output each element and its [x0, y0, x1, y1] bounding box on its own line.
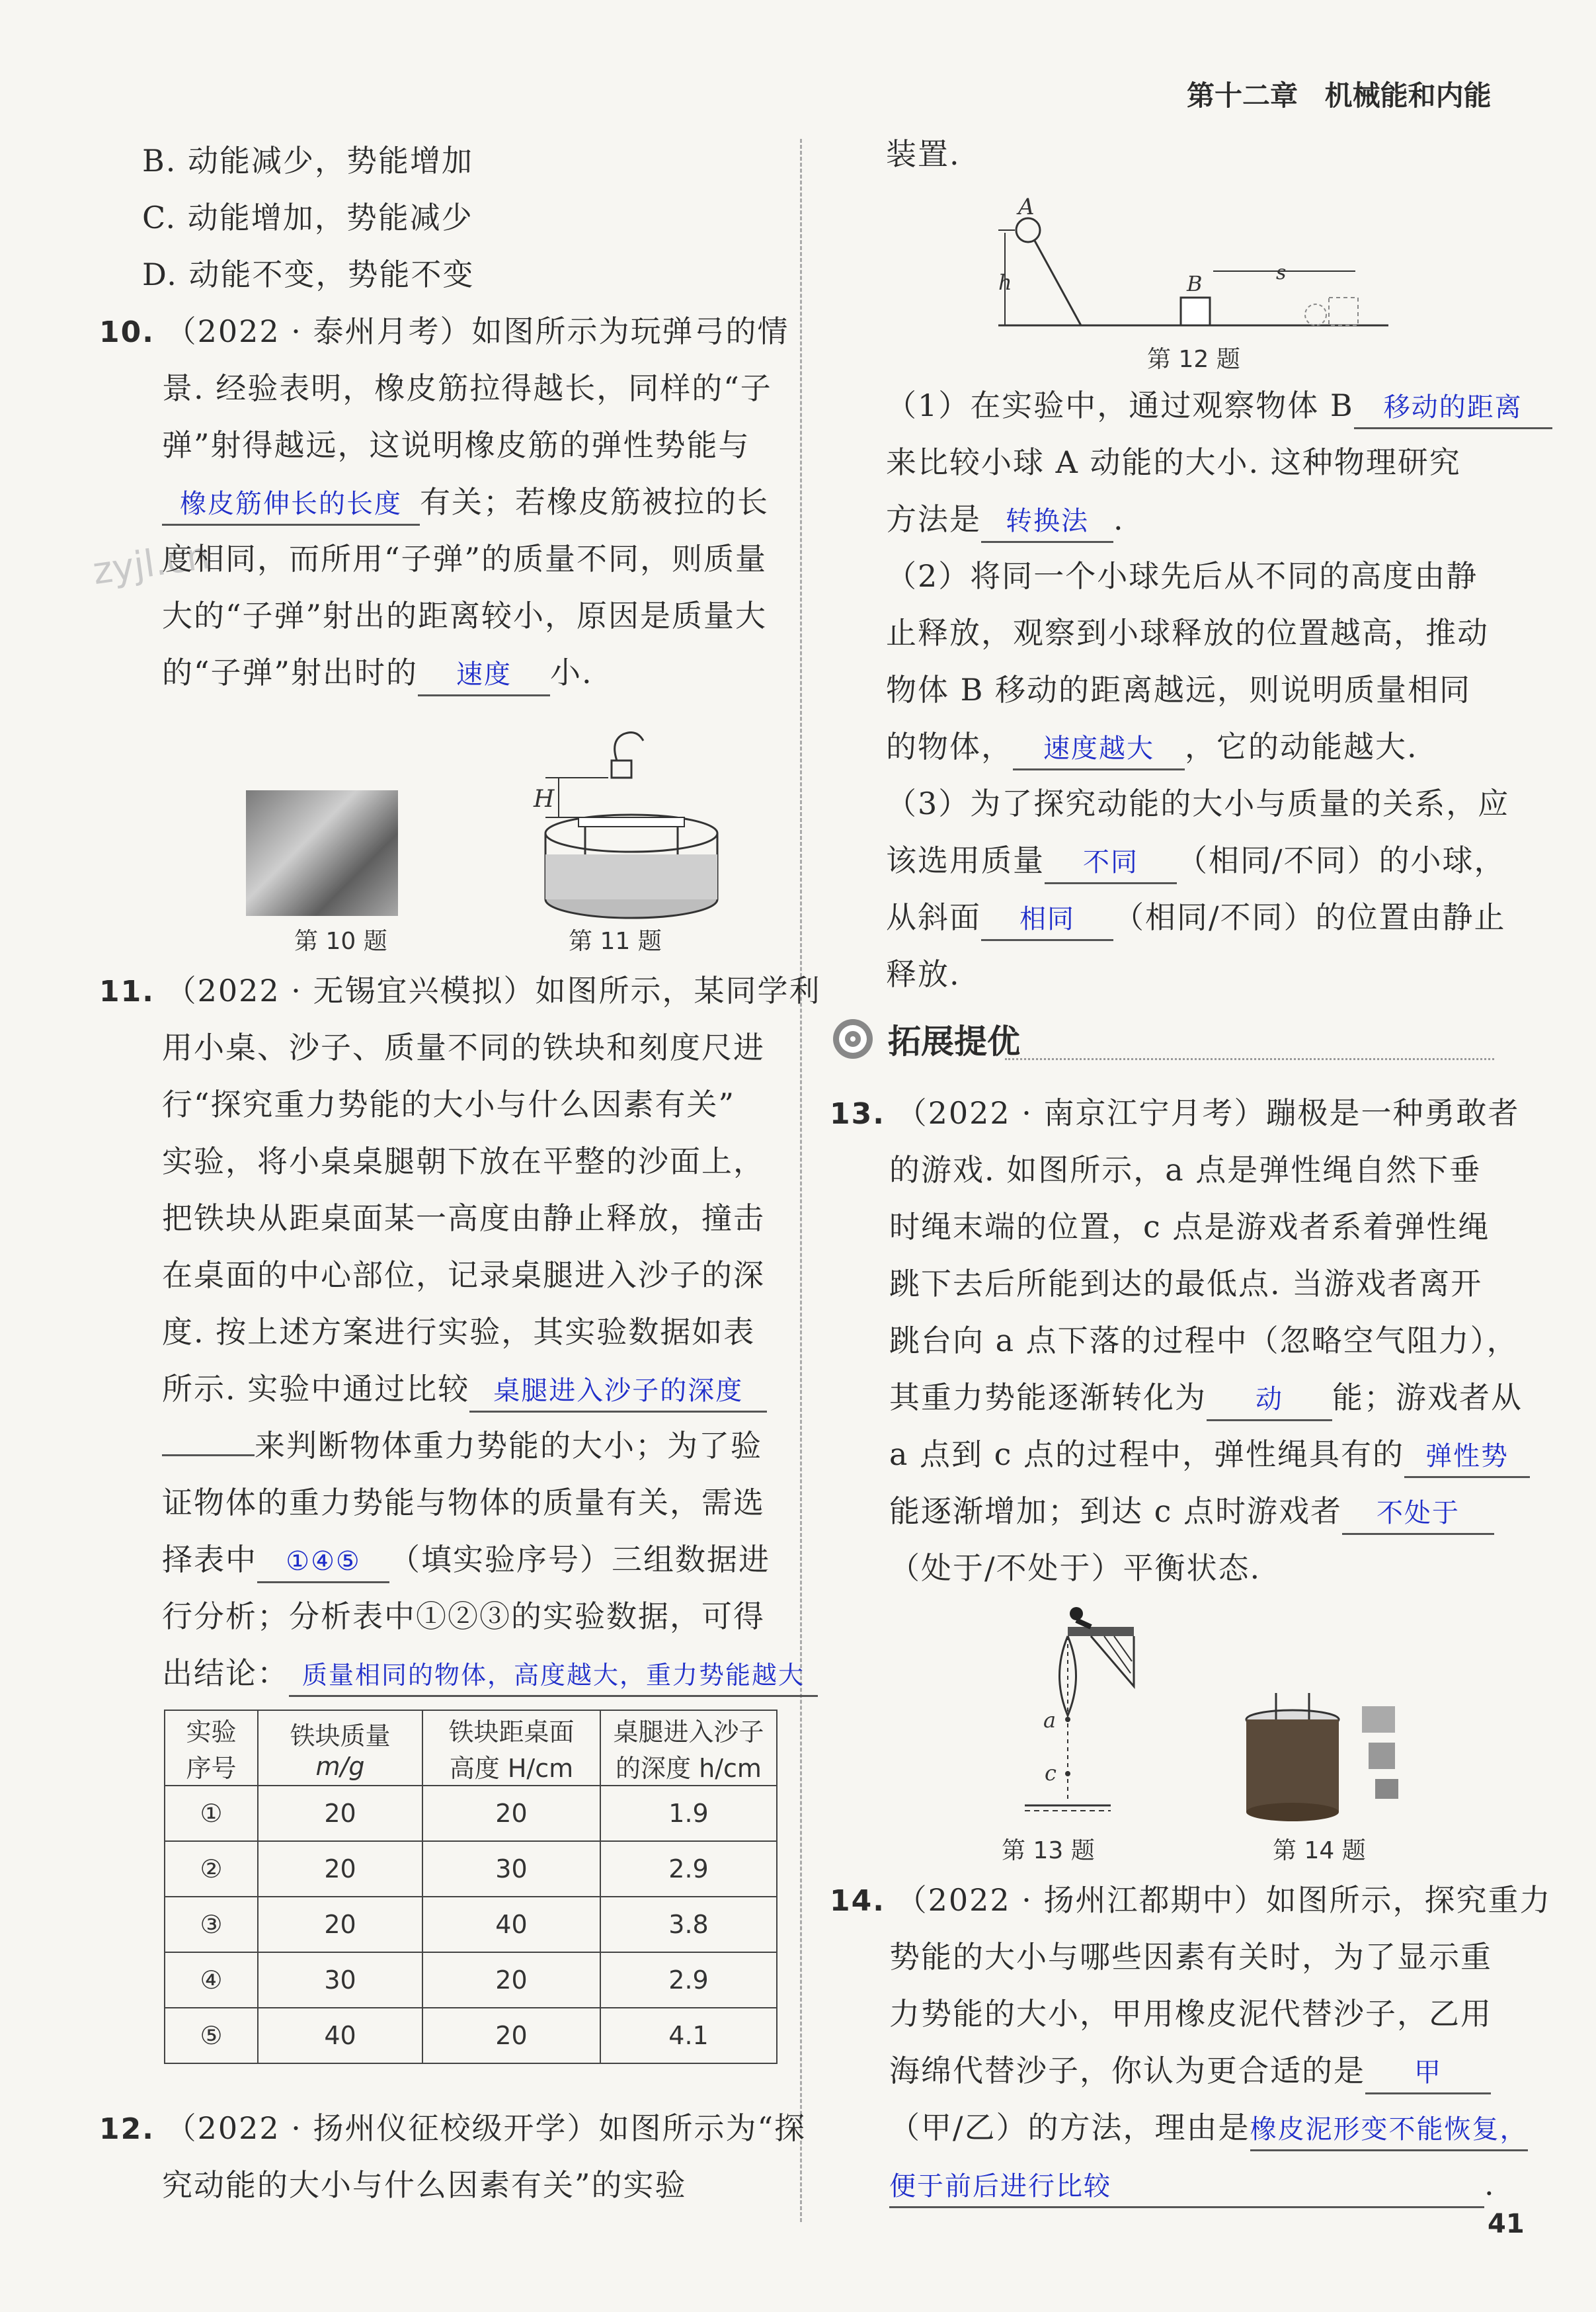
- q14-answer3: 便于前后进行比较: [889, 2167, 1484, 2208]
- q12-2-line2: 止释放，观察到小球释放的位置越高，推动: [886, 615, 1489, 651]
- q11-line3: 行“探究重力势能的大小与什么因素有关”: [162, 1087, 736, 1122]
- q12-2-text4b: ，它的动能越大.: [1185, 729, 1418, 764]
- q13-line9: （处于/不处于）平衡状态.: [889, 1550, 1261, 1586]
- q10-text4: 有关；若橡皮筋被拉的长: [420, 484, 769, 520]
- q12-2-answer1: 速度越大: [1013, 729, 1185, 770]
- table-cell: 3.8: [600, 1897, 777, 1952]
- q10-text7b: 小.: [550, 655, 593, 690]
- table-cell: ④: [165, 1952, 258, 2008]
- q14-line5: [889, 2099, 1528, 2156]
- table-cell: 20: [422, 2008, 600, 2063]
- q13-text8a: 能逐渐增加；到达 c 点时游戏者: [889, 1493, 1343, 1529]
- table-cell: 20: [422, 1952, 600, 2008]
- table-cell: ③: [165, 1897, 258, 1952]
- caption-q10: 第 10 题: [294, 928, 387, 955]
- q10-line7: [162, 644, 593, 701]
- q11-text8a: 所示. 实验中通过比较: [162, 1371, 470, 1407]
- ramp-figure: [959, 192, 1408, 344]
- bungee-figure: [992, 1600, 1164, 1825]
- q13-number: 13.: [830, 1097, 885, 1131]
- table-cell: 20: [258, 1897, 422, 1952]
- fig12-s-label: s: [1276, 261, 1287, 284]
- table-cell: ⑤: [165, 2008, 258, 2063]
- q11-line4: 实验，将小桌桌腿朝下放在平整的沙面上，: [162, 1143, 765, 1179]
- option-d: D. 动能不变，势能不变: [142, 257, 475, 292]
- q14-number: 14.: [830, 1884, 885, 1918]
- table-cell: 20: [422, 1786, 600, 1841]
- table-header-cell: [422, 1710, 600, 1786]
- q13-line2: 的游戏. 如图所示，a 点是弹性绳自然下垂: [889, 1152, 1482, 1188]
- q11-number: 11.: [99, 975, 155, 1009]
- q13-text6a: 其重力势能逐渐转化为: [889, 1380, 1207, 1415]
- table-cell: 40: [422, 1897, 600, 1952]
- q13-line7: [889, 1426, 1530, 1483]
- q13-answer2: 弹性势: [1404, 1436, 1530, 1478]
- table-cell: 4.1: [600, 2008, 777, 2063]
- q12-3-text2a: 该选用质量: [886, 843, 1045, 878]
- caption-q13: 第 13 题: [1002, 1837, 1095, 1864]
- q13-line4: 跳下去后所能到达的最低点. 当游戏者离开: [889, 1266, 1483, 1301]
- option-c: C. 动能增加，势能减少: [142, 200, 473, 235]
- q11-text11b: （填实验序号）三组数据进: [389, 1542, 770, 1577]
- sand-table-figure: [526, 701, 724, 926]
- q13-line8: [889, 1483, 1494, 1540]
- q12-1-line3: [886, 491, 1125, 548]
- q12-3-text2b: （相同/不同）的小球，: [1177, 843, 1506, 878]
- table-cell: ②: [165, 1841, 258, 1897]
- table-cell: 1.9: [600, 1786, 777, 1841]
- table-cell: 30: [422, 1841, 600, 1897]
- q11-text11a: 择表中: [162, 1542, 257, 1577]
- q12-line2: 究动能的大小与什么因素有关”的实验: [162, 2167, 687, 2203]
- q14-line6: [889, 2156, 1496, 2213]
- q12-3-text3b: （相同/不同）的位置由静止: [1113, 899, 1506, 935]
- q13-text7a: a 点到 c 点的过程中，弹性绳具有的: [889, 1436, 1405, 1472]
- q12-3-line3: [886, 889, 1506, 946]
- q10-line1: [99, 303, 789, 361]
- q12-2-line3: 物体 B 移动的距离越远，则说明质量相同: [886, 672, 1472, 708]
- q14-end: .: [1484, 2167, 1496, 2202]
- q13-answer1: 动: [1207, 1380, 1332, 1421]
- q14-line2: 势能的大小与哪些因素有关时，为了显示重: [889, 1939, 1492, 1975]
- q12-1-text1: （1）在实验中，通过观察物体 B: [886, 388, 1354, 423]
- q11-line7: 度. 按上述方案进行实验，其实验数据如表: [162, 1314, 756, 1350]
- target-icon: [830, 1016, 876, 1062]
- q11-line12: 行分析；分析表中①②③的实验数据，可得: [162, 1598, 765, 1634]
- page-number: 41: [1488, 2209, 1525, 2239]
- q12-1-line2: 来比较小球 A 动能的大小. 这种物理研究: [886, 444, 1461, 480]
- table-cell: 20: [258, 1841, 422, 1897]
- q13-line3: 时绳末端的位置，c 点是游戏者系着弹性绳: [889, 1209, 1490, 1245]
- header-line: m/g: [315, 1751, 365, 1781]
- q14-text5a: （甲/乙）的方法，理由是: [889, 2110, 1250, 2145]
- q11-text13a: 出结论：: [162, 1655, 289, 1691]
- q11-line10: 证物体的重力势能与物体的质量有关，需选: [162, 1485, 765, 1520]
- q13-text6b: 能；游戏者从: [1332, 1380, 1523, 1415]
- q14-line3: 力势能的大小，甲用橡皮泥代替沙子，乙用: [889, 1996, 1492, 2032]
- column-divider: [800, 139, 802, 2222]
- table-cell: 20: [258, 1786, 422, 1841]
- table-cell: 30: [258, 1952, 422, 2008]
- q12-1-text3b: .: [1113, 501, 1125, 537]
- pot-figure: [1230, 1693, 1421, 1825]
- q11-answer2: ①④⑤: [257, 1542, 389, 1583]
- q12-3-answer1: 不同: [1045, 843, 1177, 884]
- header-line: 铁块距桌面: [448, 1717, 575, 1747]
- q14-answer2: 橡皮泥形变不能恢复，: [1250, 2110, 1528, 2151]
- slingshot-photo: [246, 790, 398, 916]
- q14-text4a: 海绵代替沙子，你认为更合适的是: [889, 2053, 1365, 2088]
- q12-1-line1: [886, 377, 1552, 434]
- q10-answer1: 橡皮筋伸长的长度: [162, 484, 420, 526]
- header-line: 序号: [186, 1754, 237, 1783]
- q12-3-answer2: 相同: [981, 899, 1113, 941]
- q12-1-text3a: 方法是: [886, 501, 981, 537]
- q10-line2: 景. 经验表明，橡皮筋拉得越长，同样的“子: [162, 370, 772, 406]
- q12-2-line4: [886, 718, 1418, 775]
- q10-line3: 弹”射得越远，这说明橡皮筋的弹性势能与: [162, 427, 750, 463]
- table-row: [165, 1897, 777, 1952]
- q14-line1: [830, 1872, 1552, 1930]
- chapter-number: 第十二章: [1187, 79, 1298, 112]
- q11-answer1: 桌腿进入沙子的深度: [469, 1371, 767, 1413]
- q11-line6: 在桌面的中心部位，记录桌腿进入沙子的深: [162, 1257, 765, 1293]
- q10-text7a: 的“子弹”射出时的: [162, 655, 419, 690]
- chapter-title: 机械能和内能: [1324, 79, 1492, 112]
- q11-line1: [99, 962, 821, 1020]
- q11-text9: 来判断物体重力势能的大小；为了验: [255, 1428, 762, 1464]
- q11-line9: [162, 1417, 762, 1474]
- table-cell: 40: [258, 2008, 422, 2063]
- q12-1-answer2: 转换法: [981, 501, 1113, 543]
- caption-q11: 第 11 题: [569, 928, 662, 955]
- table-row: [165, 1786, 777, 1841]
- table-header-cell: [600, 1710, 777, 1786]
- q10-line6: 大的“子弹”射出的距离较小，原因是质量大: [162, 598, 768, 634]
- caption-q14: 第 14 题: [1273, 1837, 1366, 1864]
- q12-cont: 装置.: [886, 136, 961, 172]
- section-rule: [1005, 1058, 1494, 1060]
- caption-q12: 第 12 题: [1147, 346, 1240, 373]
- q12-1-answer1: 移动的距离: [1354, 388, 1552, 429]
- q12-line1: [99, 2100, 806, 2158]
- chapter-header: [1187, 74, 1492, 114]
- q14-line4: [889, 2042, 1491, 2099]
- q11-text1: （2022 · 无锡宜兴模拟）如图所示，某同学利: [165, 973, 821, 1009]
- option-b: B. 动能减少，势能增加: [142, 143, 474, 179]
- q13-line5: 跳台向 a 点下落的过程中（忽略空气阻力），: [889, 1323, 1519, 1358]
- q12-3-line1: （3）为了探究动能的大小与质量的关系，应: [886, 786, 1510, 821]
- header-line: 实验: [186, 1717, 237, 1747]
- q11-line2: 用小桌、沙子、质量不同的铁块和刻度尺进: [162, 1030, 765, 1065]
- q10-text1: （2022 · 泰州月考）如图所示为玩弹弓的情: [165, 313, 789, 349]
- table-row: [165, 1841, 777, 1897]
- fig12-A-label: A: [1018, 194, 1035, 220]
- q12-3-text3a: 从斜面: [886, 899, 981, 935]
- q10-answer2: 速度: [418, 655, 550, 696]
- q12-number: 12.: [99, 2112, 155, 2146]
- q14-text1: （2022 · 扬州江都期中）如图所示，探究重力: [896, 1882, 1552, 1918]
- q13-line6: [889, 1369, 1523, 1426]
- fig12-h-label: h: [998, 270, 1012, 295]
- table-cell: 2.9: [600, 1952, 777, 2008]
- table-cell: 2.9: [600, 1841, 777, 1897]
- header-line: 铁块质量: [290, 1721, 391, 1751]
- fig13-a-label: a: [1043, 1708, 1057, 1733]
- table-header-row: [165, 1710, 777, 1786]
- q10-number: 10.: [99, 315, 155, 349]
- fig12-B-label: B: [1187, 271, 1203, 296]
- table-cell: ①: [165, 1786, 258, 1841]
- q14-answer1: 甲: [1365, 2053, 1491, 2094]
- q13-line1: [830, 1085, 1520, 1143]
- header-line: 的深度 h/cm: [616, 1754, 762, 1783]
- header-line: 桌腿进入沙子: [613, 1717, 764, 1747]
- table-row: [165, 1952, 777, 2008]
- q13-answer3: 不处于: [1342, 1493, 1494, 1535]
- watermark: zyjl.cn: [90, 534, 213, 594]
- q12-text1: （2022 · 扬州仪征校级开学）如图所示为“探: [165, 2110, 807, 2146]
- q11-line5: 把铁块从距桌面某一高度由静止释放，撞击: [162, 1200, 765, 1236]
- q12-2-text4a: 的物体，: [886, 729, 1013, 764]
- q11-line11: [162, 1531, 770, 1588]
- fig11-H-label: H: [534, 786, 555, 813]
- table-row: [165, 2008, 777, 2063]
- q10-line5: 度相同，而所用“子弹”的质量不同，则质量: [162, 541, 768, 577]
- fig13-c-label: c: [1045, 1760, 1057, 1786]
- q10-line4: [162, 474, 769, 530]
- q11-line8: [162, 1360, 767, 1417]
- section-title: 拓展提优: [888, 1022, 1020, 1061]
- q12-3-line4: 释放.: [886, 956, 961, 992]
- q11-line13: [162, 1645, 818, 1702]
- table-header-cell: [258, 1710, 422, 1786]
- table-header-cell: [165, 1710, 258, 1786]
- q12-3-line2: [886, 832, 1506, 889]
- q12-2-line1: （2）将同一个小球先后从不同的高度由静: [886, 558, 1478, 594]
- section-header: [830, 1015, 1020, 1063]
- q13-text1: （2022 · 南京江宁月考）蹦极是一种勇敢者: [896, 1095, 1520, 1131]
- q11-answer1-continuation: [162, 1454, 255, 1456]
- experiment-table: [164, 1710, 778, 2064]
- q11-answer3: 质量相同的物体，高度越大，重力势能越大: [289, 1655, 818, 1697]
- header-line: 高度 H/cm: [449, 1754, 574, 1783]
